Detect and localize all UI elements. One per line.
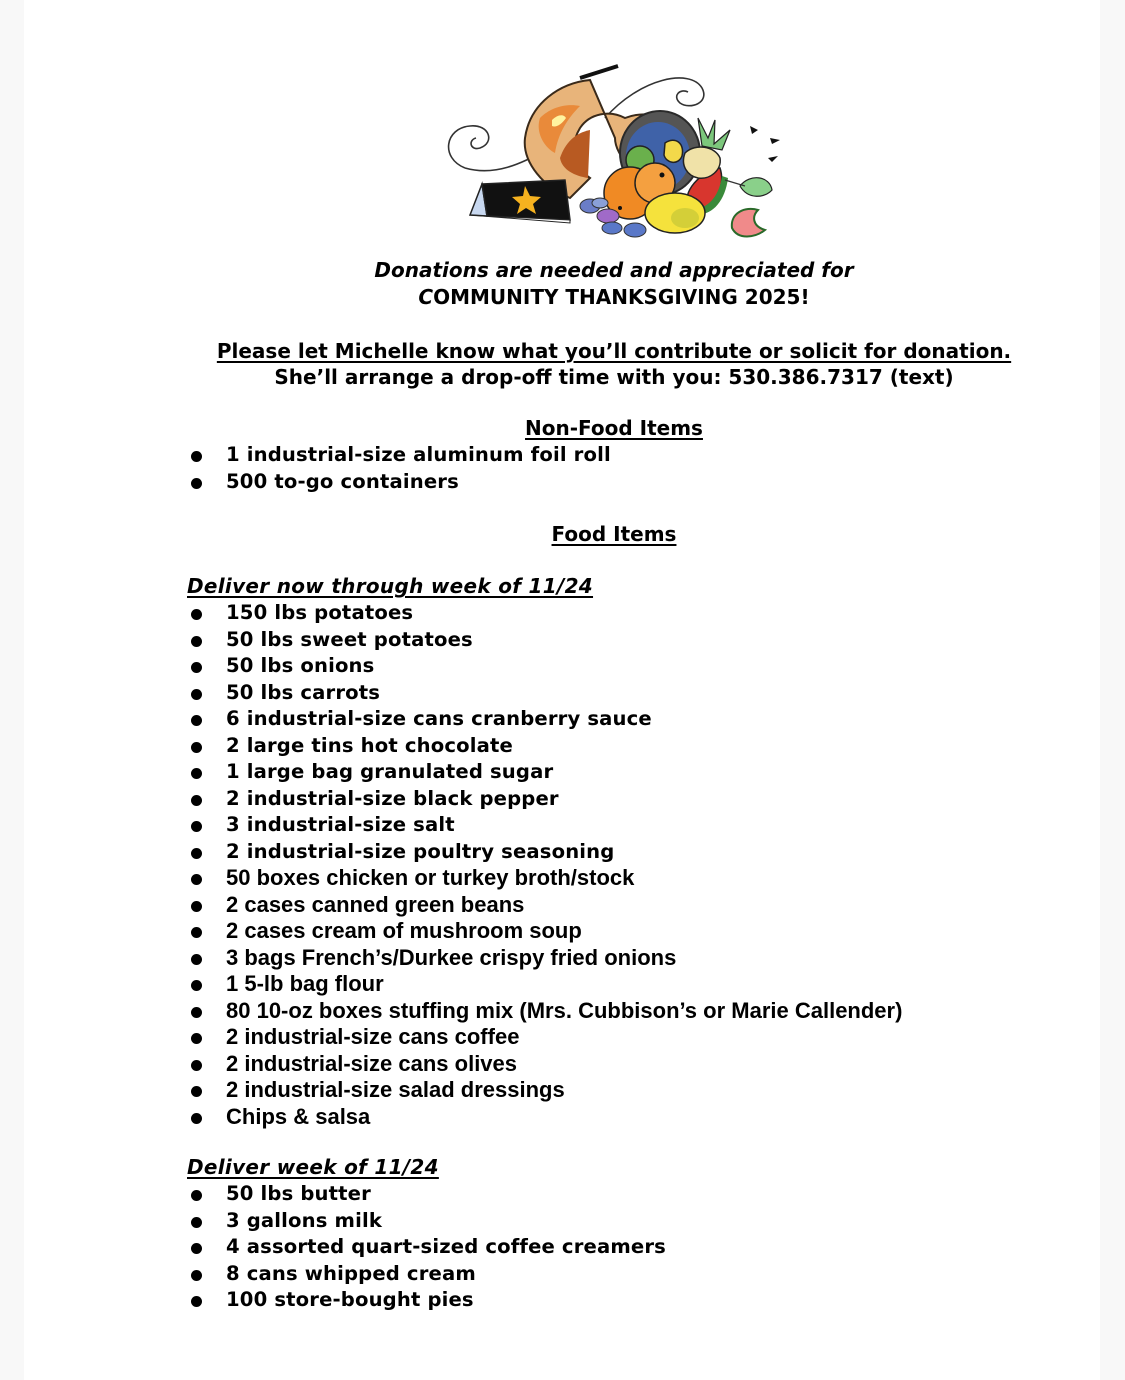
item-text: 2 industrial-size cans olives [226,1050,518,1076]
item-text: 150 lbs potatoes [226,601,414,624]
item-text: 2 cases canned green beans [226,891,525,917]
bullet-icon [191,821,202,832]
item-text: 2 cases cream of mushroom soup [226,918,582,943]
group-title-week-of: Deliver week of 11/24 [187,1155,439,1179]
item-text: 2 industrial-size black pepper [226,786,559,810]
item-text: 50 lbs carrots [226,680,381,704]
item-text: 2 industrial-size salad dressings [226,1077,565,1102]
bullet-icon [191,1033,202,1044]
bullet-icon [191,636,202,647]
item-text: 4 assorted quart-sized coffee creamers [226,1235,666,1258]
bullet-icon [191,1217,202,1228]
bullet-icon [191,795,202,806]
item-text: 2 large tins hot chocolate [226,733,513,757]
bullet-icon [191,901,202,912]
bullet-icon [191,1113,202,1124]
food-heading [0,522,1125,546]
bullet-icon [191,609,202,620]
event-title [0,284,1125,310]
intro-italic-text: Donations are needed and appreciated for [374,258,854,282]
item-text: 1 industrial-size aluminum foil roll [226,443,611,466]
bullet-icon [191,1243,202,1254]
item-text: 8 cans whipped cream [226,1261,476,1285]
item-text: 50 lbs butter [226,1182,371,1205]
item-text: Chips & salsa [226,1103,371,1129]
item-text: 100 store-bought pies [226,1288,474,1311]
contact-phone-text: She’ll arrange a drop-off time with you: 530.386.7317 (text) [274,365,954,389]
bullet-icon [191,1086,202,1097]
food-heading-text: Food Items [551,522,677,546]
bullet-icon [191,848,202,859]
item-text: 50 boxes chicken or turkey broth/stock [226,865,635,890]
contact-phone-line [0,364,1125,390]
item-text: 1 large bag granulated sugar [226,760,554,783]
item-text: 3 industrial-size salt [226,813,455,836]
item-text: 80 10-oz boxes stuffing mix (Mrs. Cubbison’s or Marie Callender) [226,997,903,1023]
item-text: 2 industrial-size cans coffee [226,1024,520,1049]
bullet-icon [191,954,202,965]
item-text: 3 bags French’s/Durkee crispy fried onions [226,944,677,970]
bullet-icon [191,927,202,938]
bullet-icon [191,1007,202,1018]
item-text: 50 lbs onions [226,654,375,677]
bullet-icon [191,980,202,991]
bullet-icon [191,451,202,462]
intro-line-1 [0,257,1125,283]
bullet-icon [191,742,202,753]
non-food-heading-text: Non-Food Items [525,416,703,440]
item-text: 50 lbs sweet potatoes [226,627,473,651]
contact-instruction [0,338,1125,364]
event-title-rest: OMMUNITY THANKSGIVING 2025! [433,285,810,309]
bullet-icon [191,478,202,489]
bullet-icon [191,689,202,700]
item-text: 2 industrial-size poultry seasoning [226,839,615,863]
item-text: 1 5-lb bag flour [226,971,384,996]
bullet-icon [191,1296,202,1307]
contact-instruction-text: Please let Michelle know what you’ll contribute or solicit for donation. [216,339,1012,363]
item-text: 3 gallons milk [226,1208,383,1232]
item-text: 500 to-go containers [226,469,459,493]
bullet-icon [191,662,202,673]
group-title-now-through: Deliver now through week of 11/24 [187,574,594,598]
bullet-icon [191,1270,202,1281]
bullet-icon [191,768,202,779]
non-food-heading [0,416,1125,440]
bullet-icon [191,1190,202,1201]
bullet-icon [191,874,202,885]
item-text: 6 industrial-size cans cranberry sauce [226,707,652,730]
bullet-icon [191,1060,202,1071]
cornucopia-icon [440,58,790,243]
event-title-initial: C [418,285,434,309]
bullet-icon [191,715,202,726]
